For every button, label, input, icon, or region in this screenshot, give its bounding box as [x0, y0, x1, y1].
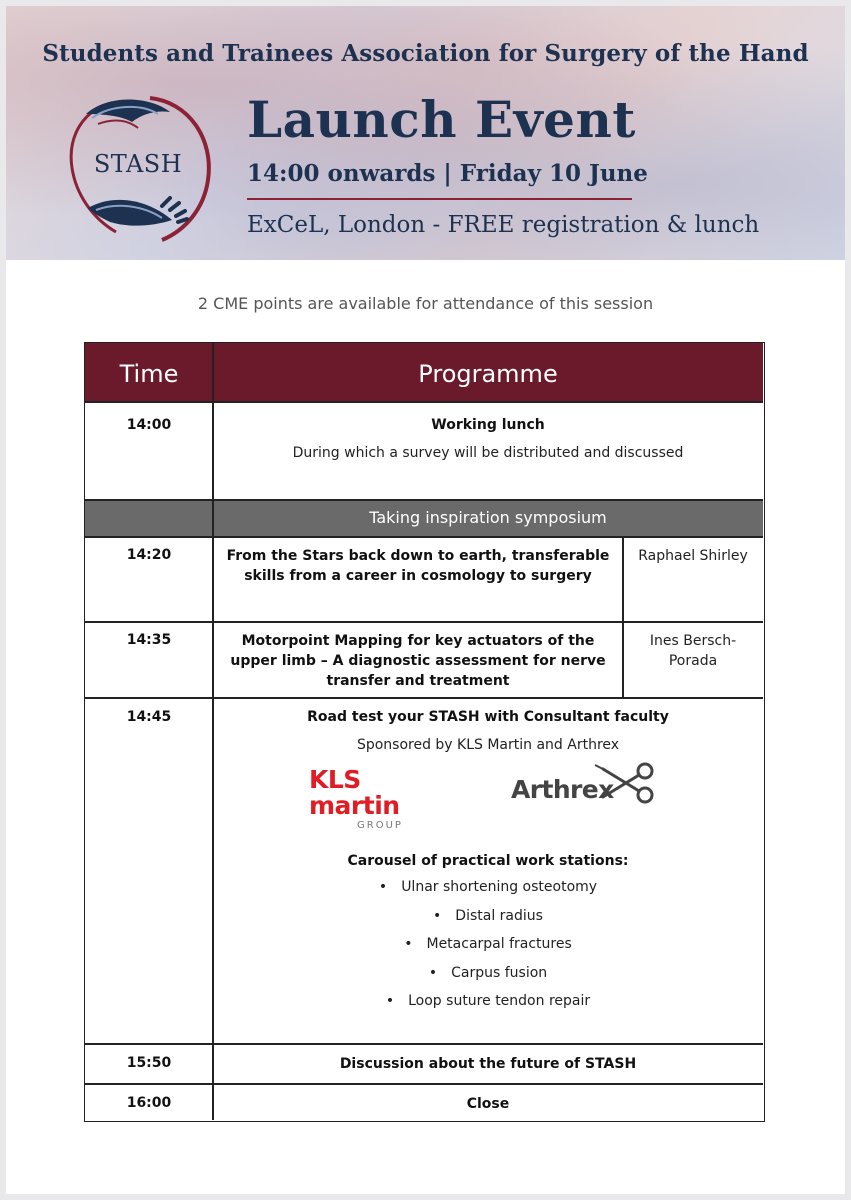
- banner-divider: [247, 198, 632, 200]
- session-title: From the Stars back down to earth, transferable skills from a career in cosmology to surgery: [226, 548, 610, 584]
- stations-list: [213, 873, 763, 1016]
- session-title: Close: [466, 1096, 510, 1112]
- row-divider: [85, 1083, 763, 1085]
- list-item: • Carpus fusion: [428, 964, 548, 981]
- arthrex-wordmark: Arthrex: [511, 775, 614, 804]
- speaker-column-divider: [622, 536, 624, 697]
- speaker-name: Ines Bersch-Porada: [649, 633, 737, 669]
- row-divider: [85, 697, 763, 699]
- session-title: Discussion about the future of STASH: [339, 1056, 637, 1072]
- session-detail: During which a survey will be distributed and discussed: [292, 445, 684, 461]
- row-divider: [85, 401, 763, 403]
- session-title: Motorpoint Mapping for key actuators of the upper limb – A diagnostic assessment for nerve transfer and treatment: [230, 633, 606, 689]
- list-item: • Metacarpal fractures: [404, 936, 572, 952]
- list-item: • Loop suture tendon repair: [385, 993, 591, 1009]
- kls-martin-logo: [309, 765, 459, 831]
- kls-martin-wordmark: KLS martin: [309, 765, 400, 820]
- logo-text: STASH: [93, 150, 183, 178]
- session-title: Road test your STASH with Consultant faculty: [307, 709, 669, 725]
- row-time: 16:00: [126, 1095, 172, 1111]
- event-venue: ExCeL, London - FREE registration & lunch: [247, 212, 760, 238]
- organization-name: Students and Trainees Association for Surgery of the Hand: [42, 40, 809, 67]
- event-banner: [6, 6, 845, 260]
- row-time: 14:35: [126, 632, 172, 648]
- row-time: 15:50: [126, 1055, 172, 1071]
- row-time: 14:20: [126, 547, 172, 563]
- row-time: 14:00: [126, 417, 172, 433]
- sponsor-note: Sponsored by KLS Martin and Arthrex: [356, 737, 620, 753]
- scissors-icon: [507, 755, 667, 807]
- arthrex-logo: [507, 755, 667, 807]
- row-time: 14:45: [126, 709, 172, 725]
- kls-martin-group: GROUP: [357, 820, 403, 831]
- row-divider: [85, 1043, 763, 1045]
- page: [6, 6, 845, 1194]
- event-time-date: 14:00 onwards | Friday 10 June: [247, 160, 648, 187]
- row-divider: [85, 536, 763, 538]
- list-item: • Distal radius: [433, 907, 543, 924]
- stash-logo: [58, 90, 218, 246]
- time-column-header: Time: [119, 360, 179, 388]
- event-title: Launch Event: [247, 90, 636, 149]
- section-title: Taking inspiration symposium: [369, 508, 607, 527]
- row-divider: [85, 621, 763, 623]
- programme-table: [84, 342, 765, 1122]
- session-title: Working lunch: [431, 417, 545, 433]
- list-item: • Ulnar shortening osteotomy: [378, 879, 598, 895]
- stations-title: Carousel of practical work stations:: [347, 853, 629, 869]
- speaker-name: Raphael Shirley: [638, 548, 748, 564]
- row-divider: [85, 499, 763, 501]
- programme-column-header: Programme: [418, 360, 558, 388]
- cme-note: 2 CME points are available for attendance of this session: [197, 294, 654, 313]
